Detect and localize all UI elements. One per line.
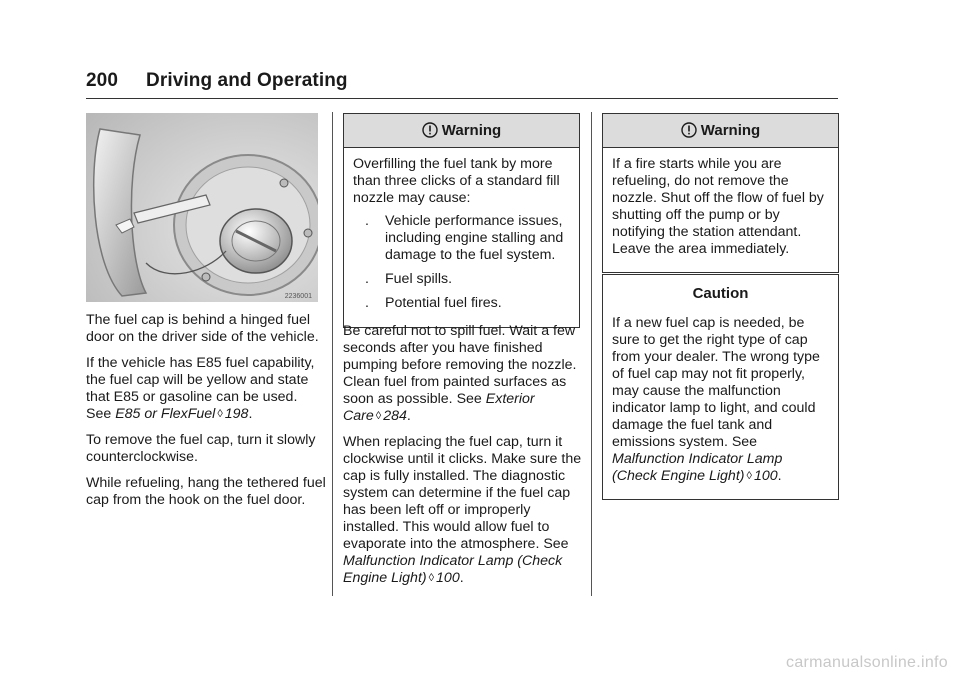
caution-header — [603, 275, 838, 311]
warning-header — [344, 114, 579, 148]
warning-title: Warning — [700, 122, 761, 139]
column-2 — [343, 323, 583, 596]
bullet-icon: . — [365, 213, 369, 229]
xref-page-284[interactable]: 284 — [383, 408, 407, 424]
header-rule — [86, 98, 838, 99]
xref-malfunction-indicator-lamp[interactable]: Malfunction Indicator Lamp (Check Engine Light) — [343, 553, 563, 586]
page-header — [86, 70, 348, 92]
list-item: . Vehicle performance issues, including engine stalling and damage to the fuel system. — [365, 213, 564, 263]
warning-title: Warning — [441, 122, 502, 139]
xref-page-100[interactable]: 100 — [436, 570, 460, 586]
warning-icon — [681, 122, 697, 138]
col1-paragraph-1: The fuel cap is behind a hinged fuel door on the driver side of the vehicle. — [86, 312, 319, 345]
xref-page-198[interactable]: 198 — [224, 406, 249, 422]
page-ref-icon: ◊ — [428, 572, 435, 584]
figure-id: 2236001 — [284, 293, 312, 300]
page-ref-icon: ◊ — [375, 410, 382, 422]
warning-body — [344, 148, 579, 327]
warning-bullet-list — [353, 213, 570, 312]
bullet-icon: . — [365, 295, 369, 311]
caution-body — [603, 311, 838, 499]
list-item: . Potential fuel fires. — [365, 295, 502, 311]
col1-paragraph-2: If the vehicle has E85 fuel capability, the fuel cap will be yellow and state that E85 or gasoline can be used. See E85 or FlexFuel ◊ 198. — [86, 355, 315, 422]
site-watermark: carmanualsonline.info — [786, 654, 948, 671]
column-divider-1 — [332, 112, 333, 596]
bullet-icon: . — [365, 271, 369, 287]
fuel-door-illustration — [86, 113, 318, 302]
column-divider-2 — [591, 112, 592, 596]
caution-title: Caution — [692, 284, 749, 302]
section-title: Driving and Operating — [146, 70, 348, 91]
page-number: 200 — [86, 70, 119, 91]
page-ref-icon: ◊ — [217, 408, 223, 420]
warning-box-overfill — [343, 113, 580, 328]
warning-body — [603, 148, 838, 272]
column-1 — [86, 312, 326, 518]
list-item: . Fuel spills. — [365, 271, 453, 287]
warning-icon — [422, 122, 438, 138]
page-ref-icon: ◊ — [746, 470, 752, 482]
xref-exterior-care[interactable]: Exterior Care — [343, 391, 535, 424]
caution-text: If a new fuel cap is needed, be sure to get the right type of cap from your dealer. The wrong type of fuel cap may not fit properly, may cause the malfunction indicator lamp to light, and could damage the fuel tank and emissions system. See Malfunction Indicator Lamp (Check Engine Light) ◊ 100. — [612, 315, 820, 484]
col1-paragraph-4: While refueling, hang the tethered fuel cap from the hook on the fuel door. — [86, 475, 326, 508]
col2-paragraph-2: When replacing the fuel cap, turn it clockwise until it clicks. Make sure the cap is fully installed. The diagnostic system can determine if the fuel cap has been left off or improperly installed. This would allow fuel to evaporate into the atmosphere. See Malfunction Indicator Lamp (Check Engine Light) ◊ 100. — [343, 434, 582, 586]
caution-box-fuel-cap — [602, 274, 839, 500]
warning-header — [603, 114, 838, 148]
warning-text: If a fire starts while you are refueling, do not remove the nozzle. Shut off the flow of fuel by shutting off the pump or by notifying the station attendant. Leave the area immediately. — [612, 156, 824, 257]
xref-page-100[interactable]: 100 — [753, 468, 778, 484]
xref-e85-flexfuel[interactable]: E85 or FlexFuel — [115, 406, 216, 422]
fuel-door-drawing — [86, 113, 318, 302]
warning-intro: Overfilling the fuel tank by more than three clicks of a standard fill nozzle may cause: — [353, 156, 560, 206]
col1-paragraph-3: To remove the fuel cap, turn it slowly counterclockwise. — [86, 432, 316, 465]
col2-paragraph-1: Be careful not to spill fuel. Wait a few seconds after you have finished pumping before removing the nozzle. Clean fuel from painted surfaces as soon as possible. See Exterior Care ◊ 284. — [343, 323, 577, 424]
warning-box-fire — [602, 113, 839, 273]
xref-malfunction-indicator-lamp[interactable]: Malfunction Indicator Lamp (Check Engine Light) — [612, 451, 783, 484]
